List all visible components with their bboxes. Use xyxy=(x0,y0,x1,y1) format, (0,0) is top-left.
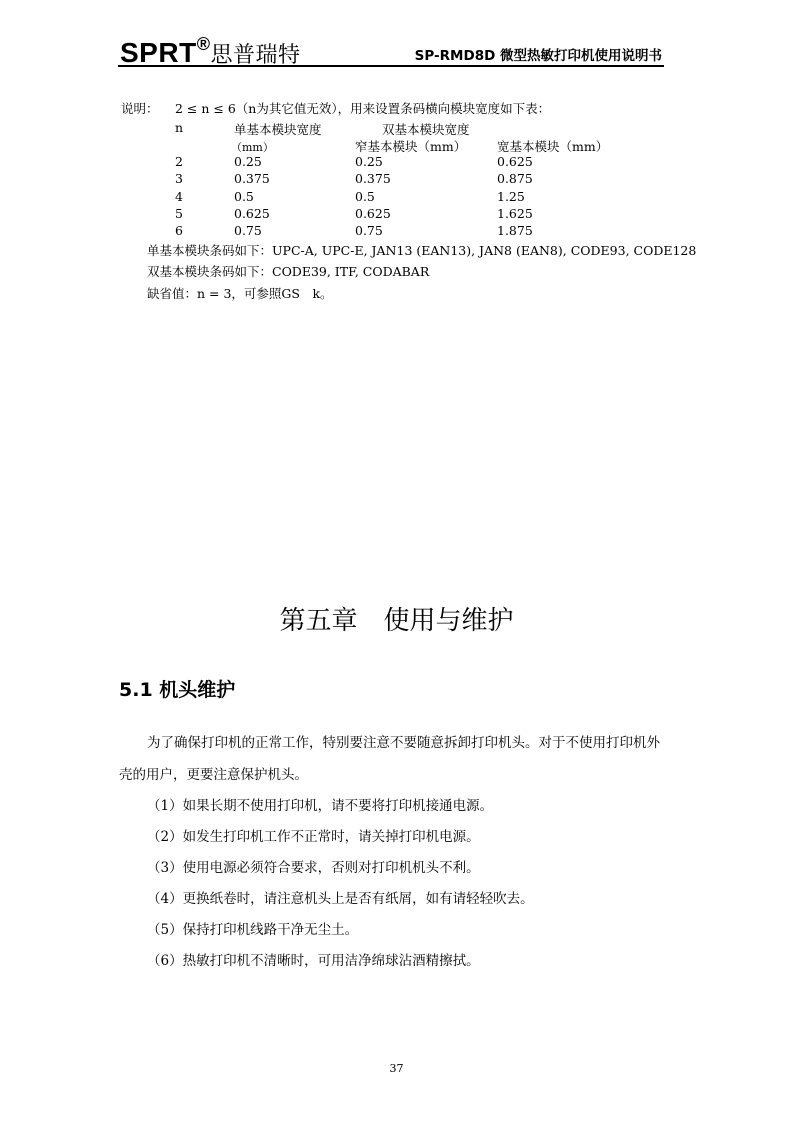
cell-single: 0.375 xyxy=(234,171,270,186)
page-number: 37 xyxy=(389,1062,404,1075)
cell-single: 0.5 xyxy=(234,189,254,204)
cell-single: 0.625 xyxy=(234,206,270,221)
cell-single: 0.25 xyxy=(234,154,262,169)
default-value-line: 缺省值：n = 3，可参照GS k。 xyxy=(147,286,333,301)
section-title: 5.1 机头维护 xyxy=(119,679,236,701)
double-codes-line: 双基本模块条码如下：CODE39, ITF, CODABAR xyxy=(147,264,430,279)
note-text: 2 ≤ n ≤ 6（n为其它值无效），用来设置条码横向模块宽度如下表： xyxy=(175,101,551,116)
single-codes-line: 单基本模块条码如下：UPC-A, UPC-E, JAN13 (EAN13), JAN8 (EAN8), CODE93, CODE128 xyxy=(147,243,697,258)
cell-n: 5 xyxy=(175,206,183,221)
brand-name-cn: 思普瑞特 xyxy=(210,43,301,68)
cell-narrow: 0.5 xyxy=(355,189,375,204)
cell-n: 3 xyxy=(175,171,183,186)
cell-single: 0.75 xyxy=(234,223,262,238)
table-header-single-unit: （mm） xyxy=(231,141,274,154)
cell-wide: 1.25 xyxy=(497,189,525,204)
table-header-single: 单基本模块宽度 xyxy=(234,122,322,137)
cell-n: 2 xyxy=(175,154,183,169)
list-item: （2）如发生打印机工作不正常时，请关掉打印机电源。 xyxy=(147,829,480,845)
document-title: SP-RMD8D 微型热敏打印机使用说明书 xyxy=(414,48,662,64)
list-item: （5）保持打印机线路干净无尘土。 xyxy=(147,922,359,938)
note-label: 说明： xyxy=(121,101,159,116)
list-item: （4）更换纸卷时，请注意机头上是否有纸屑，如有请轻轻吹去。 xyxy=(147,891,534,907)
cell-narrow: 0.625 xyxy=(355,206,391,221)
intro-line-2: 壳的用户，更要注意保护机头。 xyxy=(119,767,308,783)
table-header-wide: 宽基本模块（mm） xyxy=(497,139,609,154)
table-header-narrow: 窄基本模块（mm） xyxy=(355,139,467,154)
cell-wide: 1.625 xyxy=(497,206,533,221)
cell-n: 6 xyxy=(175,223,183,238)
cell-narrow: 0.25 xyxy=(355,154,383,169)
cell-narrow: 0.75 xyxy=(355,223,383,238)
cell-wide: 0.625 xyxy=(497,154,533,169)
brand-name: SPRT xyxy=(120,37,197,68)
page-header xyxy=(118,30,664,67)
cell-wide: 0.875 xyxy=(497,171,533,186)
brand-logo xyxy=(120,34,300,69)
list-item: （1）如果长期不使用打印机，请不要将打印机接通电源。 xyxy=(147,798,494,814)
cell-narrow: 0.375 xyxy=(355,171,391,186)
intro-line-1: 为了确保打印机的正常工作，特别要注意不要随意拆卸打印机头。对于不使用打印机外 xyxy=(147,735,660,751)
table-header-n: n xyxy=(175,120,184,135)
chapter-title: 第五章 使用与维护 xyxy=(279,606,514,636)
list-item: （6）热敏打印机不清晰时，可用洁净绵球沾酒精擦拭。 xyxy=(147,953,480,969)
cell-wide: 1.875 xyxy=(497,223,533,238)
list-item: （3）使用电源必须符合要求，否则对打印机机头不利。 xyxy=(147,860,480,876)
registered-mark: ® xyxy=(196,34,211,54)
table-header-double: 双基本模块宽度 xyxy=(382,122,470,137)
cell-n: 4 xyxy=(175,189,183,204)
